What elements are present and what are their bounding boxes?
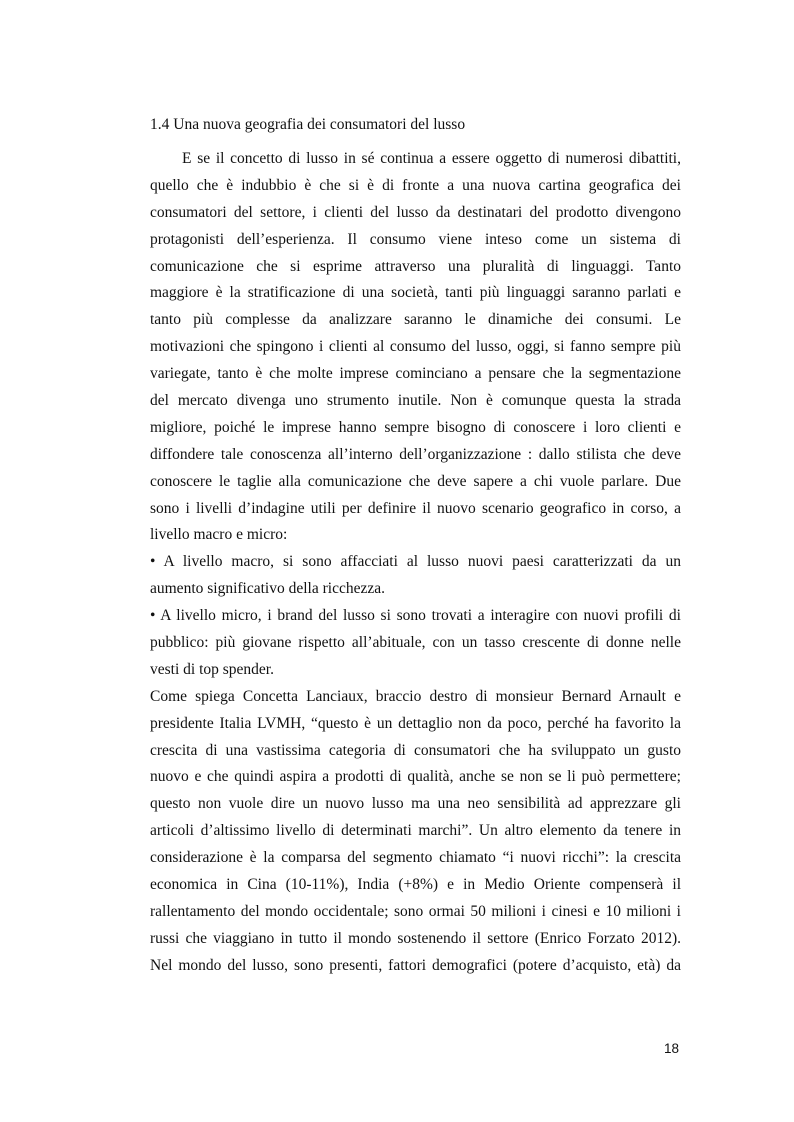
text-line: considerazione è la comparsa del segmento chiamato “i nuovi ricchi”: la crescita xyxy=(150,849,681,867)
text-line: motivazioni che spingono i clienti al consumo del lusso, oggi, si fanno sempre più xyxy=(150,338,681,356)
text-line: livello macro e micro: xyxy=(150,526,288,544)
page-number: 18 xyxy=(663,1041,679,1056)
text-line: sono i livelli d’indagine utili per definire il nuovo scenario geografico in corso, a xyxy=(150,499,681,517)
bullet-item-micro: • A livello micro, i brand del lusso si sono trovati a interagire con nuovi profili di xyxy=(150,607,681,625)
text-line: E se il concetto di lusso in sé continua a essere oggetto di numerosi dibattiti, xyxy=(182,150,681,167)
text-line: Come spiega Concetta Lanciaux, braccio destro di monsieur Bernard Arnault e xyxy=(150,687,681,705)
text-line: nuovo e che quindi aspira a prodotti di qualità, anche se non se li può permettere; xyxy=(150,768,681,786)
bullet-item-macro: • A livello macro, si sono affacciati al lusso nuovi paesi caratterizzati da un xyxy=(150,553,681,571)
text-line: aumento significativo della ricchezza. xyxy=(150,580,385,598)
text-line: migliore, poiché le imprese hanno sempre bisogno di conoscere i loro clienti e xyxy=(150,418,681,436)
text-line: pubblico: più giovane rispetto all’abituale, con un tasso crescente di donne nelle xyxy=(150,634,681,652)
text-line: maggiore è la stratificazione di una società, tanti più linguaggi saranno parlati e xyxy=(150,284,681,302)
body-text xyxy=(150,146,681,980)
text-line: variegate, tanto è che molte imprese cominciano a pensare che la segmentazione xyxy=(150,365,681,383)
text-line: quello che è indubbio è che si è di fronte a una nuova cartina geografica dei xyxy=(150,176,681,194)
text-line: questo non vuole dire un nuovo lusso ma una neo sensibilità ad apprezzare gli xyxy=(150,795,681,813)
text-line: russi che viaggiano in tutto il mondo sostenendo il settore (Enrico Forzato 2012). xyxy=(150,929,681,947)
text-line: crescita di una vastissima categoria di consumatori che ha sviluppato un gusto xyxy=(150,741,681,759)
text-line: tanto più complesse da analizzare saranno le dinamiche dei consumi. Le xyxy=(150,311,681,329)
text-line: rallentamento del mondo occidentale; sono ormai 50 milioni i cinesi e 10 milioni i xyxy=(150,902,681,920)
text-line: protagonisti dell’esperienza. Il consumo viene inteso come un sistema di xyxy=(150,230,681,248)
text-line: articoli d’altissimo livello di determinati marchi”. Un altro elemento da tenere in xyxy=(150,822,681,840)
text-line: del mercato divenga uno strumento inutile. Non è comunque questa la strada xyxy=(150,392,681,410)
text-line: presidente Italia LVMH, “questo è un dettaglio non da poco, perché ha favorito la xyxy=(150,714,681,732)
text-line: diffondere tale conoscenza all’interno dell’organizzazione : dallo stilista che deve xyxy=(150,445,681,463)
text-line: economica in Cina (10-11%), India (+8%) e in Medio Oriente compenserà il xyxy=(150,876,681,894)
section-title: 1.4 Una nuova geografia dei consumatori del lusso xyxy=(150,116,466,133)
text-line: comunicazione che si esprime attraverso una pluralità di linguaggi. Tanto xyxy=(150,257,681,275)
text-line: Nel mondo del lusso, sono presenti, fattori demografici (potere d’acquisto, età) da xyxy=(150,956,681,974)
text-line: consumatori del settore, i clienti del lusso da destinatari del prodotto divengono xyxy=(150,203,681,221)
text-line: vesti di top spender. xyxy=(150,660,274,678)
text-line: conoscere le taglie alla comunicazione che deve sapere a chi vuole parlare. Due xyxy=(150,472,681,490)
